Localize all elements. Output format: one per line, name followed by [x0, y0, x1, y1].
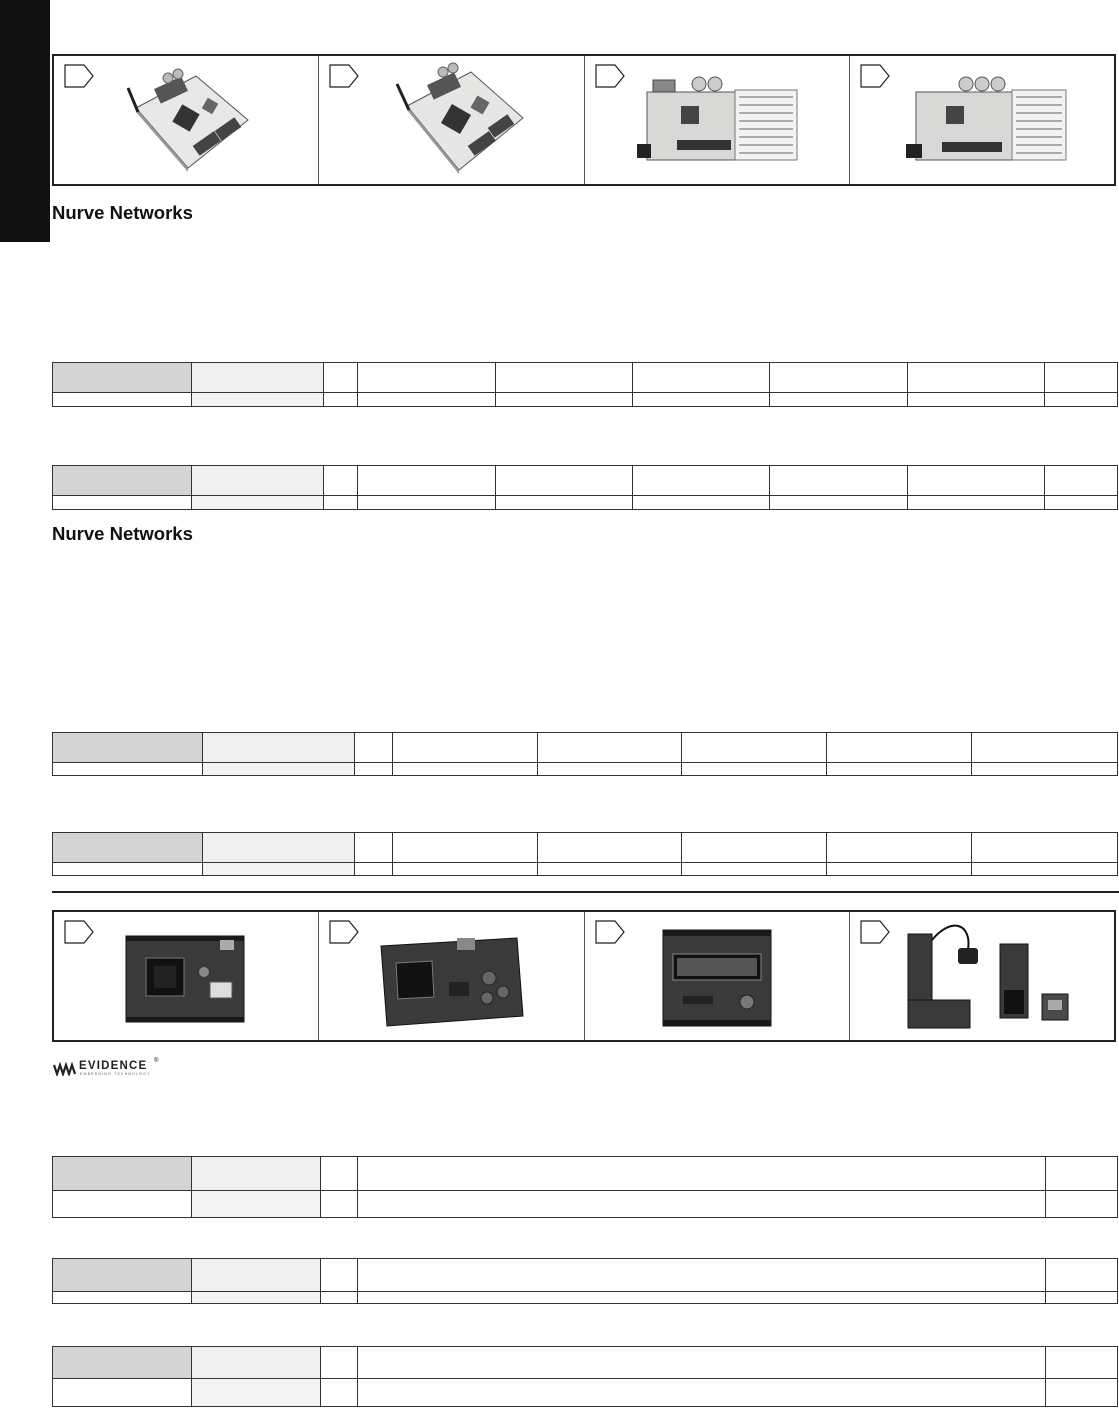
callout-marker-icon	[595, 64, 625, 88]
callout-marker-icon	[64, 64, 94, 88]
spec-table	[52, 1346, 1118, 1407]
registered-mark-icon: ®	[154, 1058, 159, 1064]
product-photo-cell[interactable]	[54, 912, 319, 1040]
brand-heading: Nurve Networks	[52, 523, 193, 544]
spec-table	[52, 1258, 1118, 1304]
product-photo-cell[interactable]	[585, 56, 850, 184]
board-photo-icon	[637, 70, 807, 170]
product-photo-strip	[52, 54, 1116, 186]
board-photo-icon	[902, 920, 1082, 1032]
spec-table	[52, 362, 1118, 407]
board-photo-icon	[377, 932, 527, 1032]
section-divider	[52, 891, 1119, 893]
brand-heading: Nurve Networks	[52, 202, 193, 223]
board-photo-icon	[389, 62, 529, 182]
board-photo-icon	[661, 926, 773, 1030]
spec-table	[52, 1156, 1118, 1218]
product-photo-strip	[52, 910, 1116, 1042]
evidence-logo	[53, 1060, 173, 1080]
product-photo-cell[interactable]	[54, 56, 319, 184]
product-photo-cell[interactable]	[319, 56, 584, 184]
section-tab	[0, 0, 50, 242]
callout-marker-icon	[64, 920, 94, 944]
board-photo-icon	[906, 70, 1076, 170]
product-photo-cell[interactable]	[850, 56, 1114, 184]
callout-marker-icon	[860, 64, 890, 88]
callout-marker-icon	[329, 64, 359, 88]
evidence-logo-icon	[53, 1062, 77, 1076]
product-photo-cell[interactable]	[319, 912, 584, 1040]
spec-table	[52, 732, 1118, 776]
product-photo-cell[interactable]	[850, 912, 1114, 1040]
callout-marker-icon	[329, 920, 359, 944]
evidence-logo-tagline: EMBEDDING TECHNOLOGY	[80, 1072, 151, 1076]
callout-marker-icon	[595, 920, 625, 944]
spec-table	[52, 832, 1118, 876]
board-photo-icon	[124, 932, 248, 1028]
spec-table	[52, 465, 1118, 510]
product-photo-cell[interactable]	[585, 912, 850, 1040]
evidence-logo-word: EVIDENCE	[79, 1060, 148, 1072]
callout-marker-icon	[860, 920, 890, 944]
board-photo-icon	[116, 68, 256, 178]
